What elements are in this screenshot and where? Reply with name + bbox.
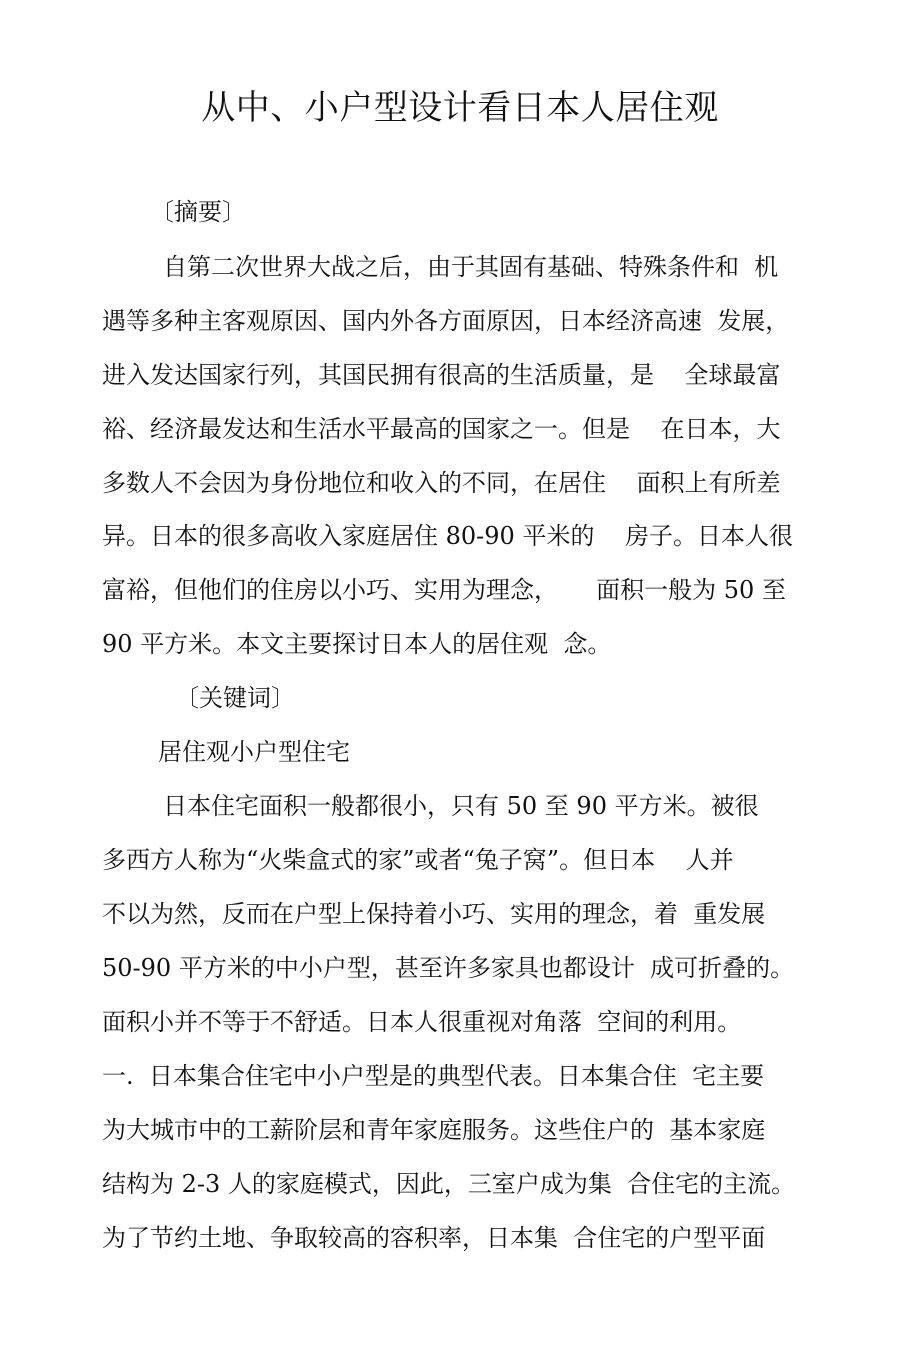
body-line: 50-90 平方米的中小户型，甚至许多家具也都设计 成可折叠的。 bbox=[102, 954, 795, 982]
body-line: 为大城市中的工薪阶层和青年家庭服务。这些住户的 基本家庭 bbox=[102, 1116, 766, 1144]
body-line: 一. 日本集合住宅中小户型是的典型代表。日本集合住 宅主要 bbox=[102, 1062, 765, 1090]
body-line: 结构为 2-3 人的家庭模式，因此，三室户成为集 合住宅的主流。 bbox=[102, 1170, 796, 1198]
abstract-line: 多数人不会因为身份地位和收入的不同，在居住 面积上有所差 bbox=[102, 469, 781, 497]
body-line: 面积小并不等于不舒适。日本人很重视对角落 空间的利用。 bbox=[102, 1008, 742, 1036]
abstract-line: 裕、经济最发达和生活水平最高的国家之一。但是 在日本，大 bbox=[102, 415, 781, 443]
abstract-line: 异。日本的很多高收入家庭居住 80-90 平米的 房子。日本人很 bbox=[102, 522, 793, 550]
body-line: 日本住宅面积一般都很小，只有 50 至 90 平方米。被很 bbox=[163, 792, 759, 820]
abstract-heading: 〔摘要〕 bbox=[150, 198, 246, 226]
keywords-text: 居住观小户型住宅 bbox=[158, 738, 350, 766]
body-line: 多西方人称为“火柴盒式的家”或者“兔子窝”。但日本 人并 bbox=[102, 846, 734, 874]
document-title: 从中、小户型设计看日本人居住观 bbox=[201, 88, 719, 128]
body-line: 不以为然，反而在户型上保持着小巧、实用的理念，着 重发展 bbox=[102, 900, 766, 928]
abstract-line: 自第二次世界大战之后，由于其固有基础、特殊条件和 机 bbox=[163, 253, 779, 281]
abstract-line: 遇等多种主客观原因、国内外各方面原因，日本经济高速 发展， bbox=[102, 307, 790, 335]
abstract-line: 90 平方米。本文主要探讨日本人的居住观 念。 bbox=[102, 630, 612, 658]
abstract-line: 富裕，但他们的住房以小巧、实用为理念， 面积一般为 50 至 bbox=[102, 576, 786, 604]
abstract-line: 进入发达国家行列，其国民拥有很高的生活质量，是 全球最富 bbox=[102, 361, 781, 389]
keywords-heading: 〔关键词〕 bbox=[175, 684, 295, 712]
body-line: 为了节约土地、争取较高的容积率，日本集 合住宅的户型平面 bbox=[102, 1224, 766, 1252]
